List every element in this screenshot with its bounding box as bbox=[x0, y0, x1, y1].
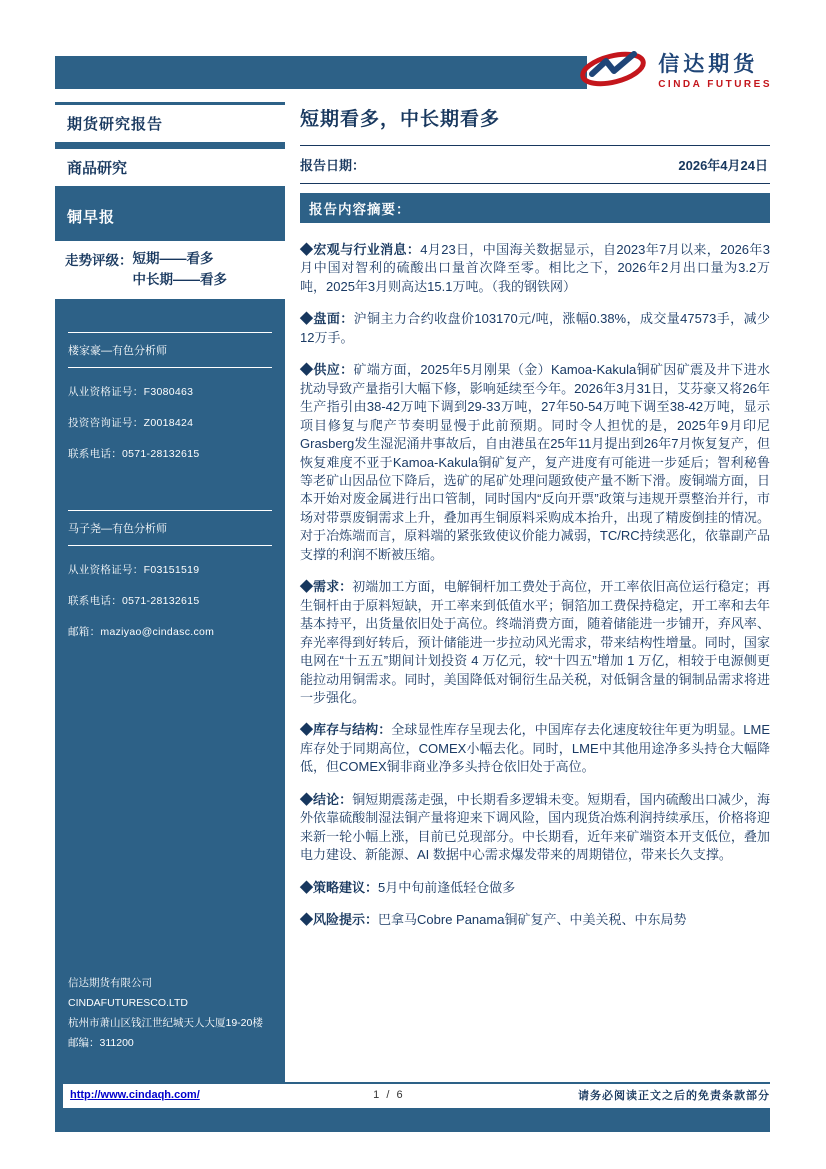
logo-name-cn: 信达期货 bbox=[658, 53, 759, 77]
logo-name-en: CINDA FUTURES bbox=[658, 78, 772, 90]
section-label: ◆库存与结构： bbox=[300, 722, 392, 738]
divider bbox=[68, 545, 272, 546]
company-name-en: CINDAFUTURESCO.LTD bbox=[68, 997, 188, 1010]
summary-header: 报告内容摘要： bbox=[300, 193, 770, 223]
analysts-block bbox=[55, 299, 285, 639]
section-text: 巴拿马Cobre Panama铜矿复产、中美关税、中东局势 bbox=[378, 912, 687, 928]
website-link[interactable]: http://www.cindaqh.com/ bbox=[70, 1089, 200, 1101]
section-text: 矿端方面，2025年5月刚果（金）Kamoa-Kakula铜矿因矿震及井下进水扰动导致产量指引大幅下修，影响延续至今年。2026年3月31日，艾芬豪又将26年生产指引由38-42万吨下调到29-33万吨，27年50-54万吨下调至38-42万吨，显示项目修复与爬产节奏明显慢于此前预期。同时令人担忧的是，2025年9月印尼Grasberg发生湿泥涌井事故后，自由港虽在25年11月提出到26年7月恢复复产，但恢复难度不亚于Kamoa-Kakula铜矿复产，复产进度有可能进一步延后；智利秘鲁等老矿山因品位下降后，选矿的尾矿处理问题致使产量不断下滑。废铜端方面，日本开始对废金属进行出口管制，同时国内“反向开票”政策与违规开票整治并行，市场对带票废铜需求上升，叠加再生铜原料采购成本抬升，出现了精废倒挂的情况。对于冶炼端而言，原料端的紧张致使议价能力减弱，TC/RC持续恶化，依靠副产品支撑的利润不断被压缩。 bbox=[300, 362, 770, 562]
section-label: ◆供应： bbox=[300, 362, 354, 378]
divider bbox=[300, 183, 770, 184]
analyst-credential: 从业资格证号：F3080463 bbox=[68, 385, 194, 398]
rating-box bbox=[55, 241, 285, 299]
company-address: 杭州市萧山区钱江世纪城天人大厦19-20楼 bbox=[68, 1017, 263, 1030]
section-label: ◆结论： bbox=[300, 791, 353, 807]
cinda-logo-icon bbox=[576, 46, 650, 97]
report-name: 铜早报 bbox=[67, 209, 116, 226]
divider bbox=[68, 510, 272, 511]
section-risk bbox=[300, 911, 770, 929]
section-text: 初端加工方面，电解铜杆加工费处于高位，开工率依旧高位运行稳定；再生铜杆由于原料短缺，开工率来到低值水平；铜箔加工费保持稳定，开工率和去年基本持平，出货量依旧处于高位。终端消费方面，随着储能进一步铺开，弃风率、弃光率得到好转后，预计储能进一步拉动风光需求，带来结构性增量。同时，国家电网在“十五五”期间计划投资 4 万亿元，较“十四五”增加 1 万亿，相较于电源侧更能拉动用铜需求。同时，美国降低对铜衍生品关税，对低铜含量的铜制品需求将进一步强化。 bbox=[300, 579, 770, 705]
disclaimer-note: 请务必阅读正文之后的免责条款部分 bbox=[577, 1090, 770, 1102]
section-text: 4月23日，中国海关数据显示，自2023年7月以来，2026年3月中国对智利的硫酸出口量首次降至零。相比之下，2026年2月出口量为3.2万吨，2025年3月则高达15.1万吨。（我的钢铁网） bbox=[300, 242, 770, 294]
rating-label: 走势评级： bbox=[65, 253, 133, 268]
company-info bbox=[68, 974, 263, 1054]
section-strategy bbox=[300, 879, 770, 897]
footer bbox=[70, 1087, 770, 1103]
summary-sections bbox=[300, 241, 770, 930]
category-box: 商品研究 bbox=[55, 149, 285, 186]
page-number: 1 / 6 bbox=[373, 1089, 405, 1101]
section-text: 铜短期震荡走强，中长期看多逻辑未变。短期看，国内硫酸出口减少，海外依靠硫酸制湿法铜产量将迎来下调风险，国内现货冶炼利润持续承压，价格将迎来新一轮小幅上涨，目前已兑现部分。中长期看，近年来矿端资本开支低位，叠加电力建设、新能源、AI 数据中心需求爆发带来的周期错位，带来长久支撑。 bbox=[300, 791, 770, 863]
header-bar bbox=[55, 56, 587, 89]
company-name-cn: 信达期货有限公司 bbox=[68, 977, 152, 990]
section-label: ◆宏观与行业消息： bbox=[300, 242, 421, 257]
report-body bbox=[300, 102, 770, 944]
section-label: ◆策略建议： bbox=[300, 879, 379, 895]
section-label: ◆盘面： bbox=[300, 311, 354, 327]
divider bbox=[68, 367, 272, 368]
analyst-credential: 投资咨询证号：Z0018424 bbox=[68, 416, 194, 429]
company-logo bbox=[576, 46, 772, 97]
company-postcode: 邮编：311200 bbox=[68, 1037, 134, 1050]
section-text: 沪铜主力合约收盘价103170元/吨，涨幅0.38%，成交量47573手，减少12万手。 bbox=[300, 311, 770, 345]
report-date-row bbox=[300, 146, 770, 183]
section-inventory bbox=[300, 721, 770, 776]
analyst-email: 邮箱：maziyao@cindasc.com bbox=[68, 625, 215, 638]
section-demand bbox=[300, 578, 770, 707]
section-supply bbox=[300, 361, 770, 564]
report-date-value: 2026年4月24日 bbox=[678, 158, 768, 173]
analyst-phone: 联系电话：0571-28132615 bbox=[68, 594, 200, 607]
rating-long-term: 中长期——看多 bbox=[132, 271, 227, 287]
section-conclusion bbox=[300, 791, 770, 865]
divider bbox=[68, 332, 272, 333]
section-macro-news bbox=[300, 241, 770, 296]
section-label: ◆需求： bbox=[300, 579, 353, 595]
footer-divider bbox=[55, 1082, 770, 1084]
footer-bar bbox=[55, 1108, 770, 1132]
report-type-box: 期货研究报告 bbox=[55, 105, 285, 142]
analyst-name: 马子尧—有色分析师 bbox=[68, 522, 167, 535]
sidebar bbox=[55, 102, 285, 1084]
analyst-phone: 联系电话：0571-28132615 bbox=[68, 447, 200, 460]
report-date-label: 报告日期： bbox=[300, 158, 366, 173]
section-text: 全球显性库存呈现去化，中国库存去化速度较往年更为明显。LME库存处于同期高位，COMEX小幅去化。同时，LME中其他用途净多头持仓大幅降低，但COMEX铜非商业净多头持仓依旧处于高位。 bbox=[300, 722, 770, 775]
section-market bbox=[300, 310, 770, 347]
section-text: 5月中旬前逢低轻仓做多 bbox=[378, 879, 516, 895]
analyst-name: 楼家豪—有色分析师 bbox=[68, 344, 167, 357]
rating-short-term: 短期——看多 bbox=[132, 251, 214, 266]
analyst-credential: 从业资格证号：F03151519 bbox=[68, 563, 200, 576]
page-title: 短期看多，中长期看多 bbox=[300, 109, 501, 130]
section-label: ◆风险提示： bbox=[300, 912, 379, 928]
